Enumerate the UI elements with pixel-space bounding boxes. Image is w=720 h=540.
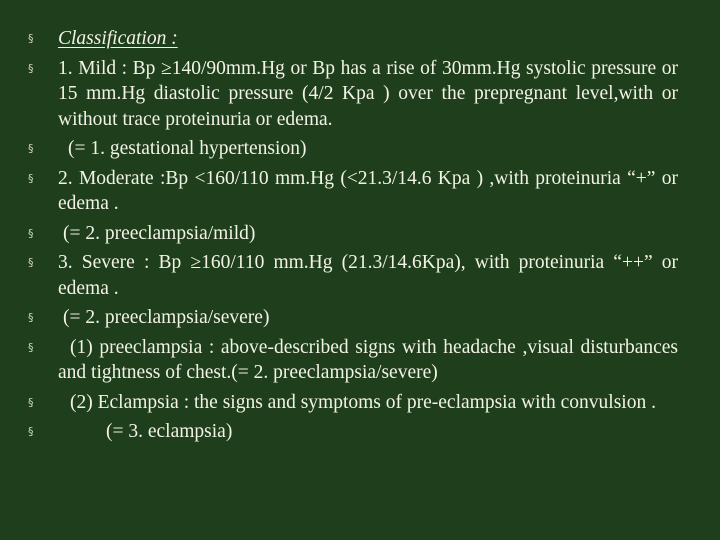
list-item-severe [28, 250, 678, 301]
list-item-preeclampsia [28, 335, 678, 386]
item-text: (2) Eclampsia : the signs and symptoms of pre-eclampsia with convulsion . [70, 391, 656, 413]
item-text: (1) preeclampsia : above-described signs with headache ,visual disturbances and tightness of chest.(= 2. preeclampsia/severe) [58, 336, 678, 383]
bullet-marker: § [28, 226, 34, 240]
item-text: (= 2. preeclampsia/severe) [63, 307, 270, 328]
bullet-marker: § [28, 311, 34, 324]
list-item-severe-note [28, 305, 678, 331]
bullet-marker: § [28, 395, 34, 409]
bullet-marker: § [28, 425, 34, 438]
list-item-heading [28, 26, 678, 52]
bullet-marker: § [28, 171, 34, 185]
bullet-marker: § [28, 142, 34, 155]
list-item-moderate [28, 166, 678, 217]
item-text: 1. Mild : Bp ≥140/90mm.Hg or Bp has a rise of 30mm.Hg systolic pressure or 15 mm.Hg diastolic pressure (4/2 Kpa ) over the prepregnant level,with or without trace proteinuria or edema. [58, 57, 678, 130]
item-text: (= 3. eclampsia) [106, 421, 233, 442]
item-text: (= 2. preeclampsia/mild) [63, 222, 256, 244]
list-item-eclampsia [28, 390, 678, 416]
section-heading: Classification : [58, 28, 178, 49]
item-text: 2. Moderate :Bp <160/110 mm.Hg (<21.3/14.6 Kpa ) ,with proteinuria “+” or edema . [58, 167, 678, 214]
list-item-mild-note [28, 136, 678, 162]
bullet-marker: § [28, 61, 34, 75]
list-item-eclampsia-note [28, 419, 678, 445]
bullet-marker: § [28, 256, 34, 269]
bullet-marker: § [28, 340, 34, 354]
item-text: 3. Severe : Bp ≥160/110 mm.Hg (21.3/14.6Kpa), with proteinuria “++” or edema . [58, 252, 678, 299]
bullet-list [28, 26, 678, 449]
item-text: (= 1. gestational hypertension) [68, 138, 307, 159]
list-item-mild [28, 56, 678, 133]
list-item-moderate-note [28, 221, 678, 247]
bullet-marker: § [28, 32, 34, 45]
